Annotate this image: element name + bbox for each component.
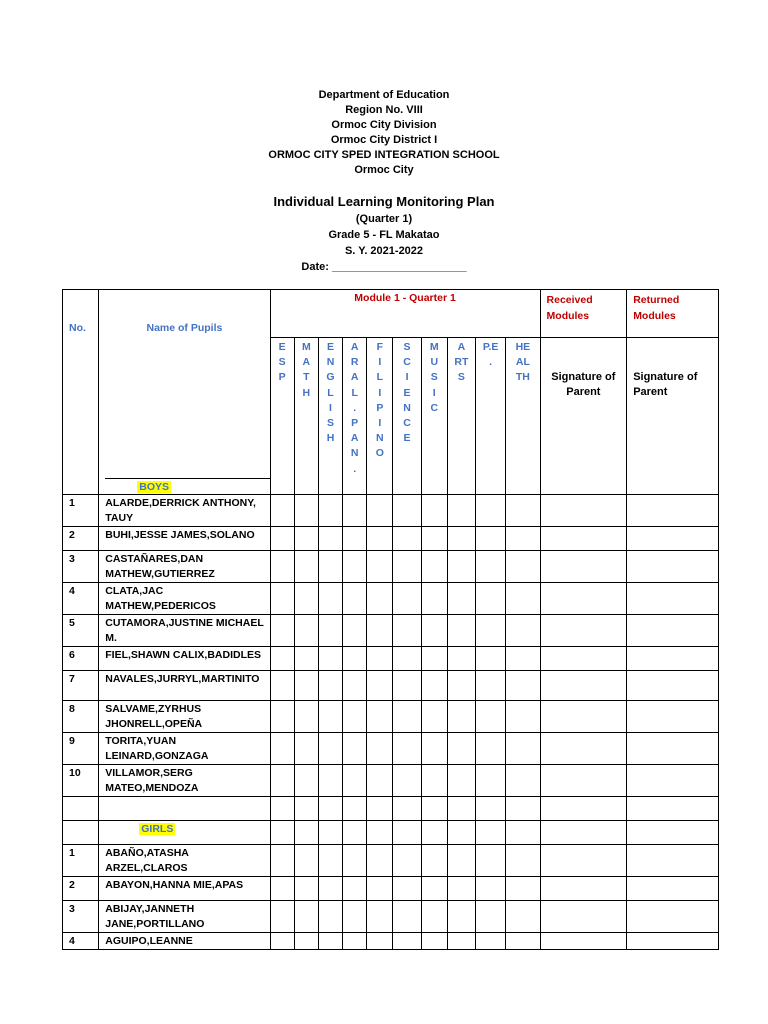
subject-pe [476,338,506,495]
check-cell [343,671,367,701]
check-cell [270,901,294,933]
check-cell [540,583,627,615]
boys-divider [105,478,269,479]
check-cell [318,701,342,733]
check-cell [627,583,719,615]
check-cell [447,765,475,797]
check-cell [270,551,294,583]
check-cell [294,495,318,527]
pupil-number: 1 [63,495,99,527]
check-cell [294,765,318,797]
check-cell [318,845,342,877]
check-cell [421,933,447,950]
check-cell [447,495,475,527]
check-cell [393,901,421,933]
check-cell [447,845,475,877]
subject-english-label: E N G L I S H [326,341,335,445]
check-cell [318,615,342,647]
pupil-number: 4 [63,583,99,615]
check-cell [506,615,540,647]
check-cell [343,701,367,733]
check-cell [540,933,627,950]
check-cell [506,901,540,933]
returned-signature: Signature of Parent [633,371,698,398]
check-cell [318,765,342,797]
check-cell [627,877,719,901]
header-line-region: Region No. VIII [345,104,423,116]
table-row [63,877,719,901]
subject-science [393,338,421,495]
pupil-number: 3 [63,551,99,583]
pupil-number: 9 [63,733,99,765]
table-row [63,583,719,615]
pupil-name: SALVAME,ZYRHUS JHONRELL,OPEÑA [99,701,270,733]
check-cell [393,615,421,647]
received-header-cell [540,290,627,338]
check-cell [343,615,367,647]
check-cell [343,647,367,671]
received-header: Received Modules [546,294,593,322]
check-cell [476,647,506,671]
header-line-city: Ormoc City [354,164,414,176]
check-cell [447,647,475,671]
table-row [63,901,719,933]
check-cell [540,671,627,701]
header-line-department: Department of Education [318,89,450,101]
module-header: Module 1 - Quarter 1 [354,292,456,304]
boys-label-cell [99,338,270,495]
check-cell [343,933,367,950]
check-cell [627,671,719,701]
check-cell [506,583,540,615]
pupil-number: 8 [63,701,99,733]
plan-date: Date: ______________________ [301,261,467,273]
check-cell [294,527,318,551]
check-cell [506,671,540,701]
check-cell [421,845,447,877]
check-cell [540,551,627,583]
no-header-cell [63,290,99,495]
pupil-number: 2 [63,527,99,551]
subject-arts [447,338,475,495]
received-signature: Signature of Parent [551,371,616,398]
check-cell [270,495,294,527]
subject-music [421,338,447,495]
check-cell [318,527,342,551]
check-cell [476,671,506,701]
check-cell [367,733,393,765]
check-cell [476,527,506,551]
pupil-name: NAVALES,JURRYL,MARTINITO [99,671,270,701]
check-cell [270,671,294,701]
check-cell [506,933,540,950]
check-cell [318,495,342,527]
check-cell [627,845,719,877]
check-cell [343,551,367,583]
check-cell [506,495,540,527]
check-cell [270,845,294,877]
blank-row [63,797,719,821]
returned-header: Returned Modules [633,294,680,322]
check-cell [393,551,421,583]
pupil-number: 3 [63,901,99,933]
module-header-cell [270,290,540,338]
check-cell [447,615,475,647]
pupil-name: ABAÑO,ATASHA ARZEL,CLAROS [99,845,270,877]
pupil-name: BUHI,JESSE JAMES,SOLANO [99,527,270,551]
pupil-name: ABAYON,HANNA MIE,APAS [99,877,270,901]
check-cell [627,701,719,733]
plan-grade: Grade 5 - FL Makatao [328,229,440,241]
check-cell [367,527,393,551]
subject-english [318,338,342,495]
check-cell [540,845,627,877]
check-cell [506,845,540,877]
header-line-division: Ormoc City Division [331,119,437,131]
check-cell [627,527,719,551]
girls-label-wrap [99,821,269,835]
check-cell [421,647,447,671]
subject-aral-pan [343,338,367,495]
check-cell [421,495,447,527]
check-cell [294,845,318,877]
check-cell [506,765,540,797]
check-cell [343,765,367,797]
pupil-number: 5 [63,615,99,647]
check-cell [476,901,506,933]
girls-rows [63,845,719,950]
check-cell [506,647,540,671]
monitoring-table [62,289,719,950]
check-cell [294,877,318,901]
check-cell [318,901,342,933]
check-cell [270,877,294,901]
check-cell [447,901,475,933]
check-cell [367,495,393,527]
check-cell [447,701,475,733]
boys-label-wrap [99,480,269,494]
pupil-name: CLATA,JAC MATHEW,PEDERICOS [99,583,270,615]
check-cell [393,765,421,797]
check-cell [476,701,506,733]
subject-arts-label: A RT S [454,341,469,384]
check-cell [318,551,342,583]
subject-filipino [367,338,393,495]
check-cell [506,733,540,765]
check-cell [421,877,447,901]
check-cell [540,701,627,733]
pupil-name: CUTAMORA,JUSTINE MICHAEL M. [99,615,270,647]
check-cell [393,671,421,701]
check-cell [540,765,627,797]
check-cell [627,933,719,950]
check-cell [476,845,506,877]
table-row [63,671,719,701]
check-cell [367,701,393,733]
subject-health-label: HE AL TH [515,341,531,384]
subject-filipino-label: F I L I P I N O [375,341,384,460]
document-header [0,88,768,178]
plan-school-year: S. Y. 2021-2022 [344,245,424,257]
check-cell [476,933,506,950]
check-cell [540,901,627,933]
check-cell [393,647,421,671]
check-cell [627,647,719,671]
check-cell [506,527,540,551]
header-line-district: Ormoc City District I [330,134,438,146]
check-cell [318,933,342,950]
check-cell [343,877,367,901]
table-row [63,647,719,671]
check-cell [318,733,342,765]
name-header-cell [99,290,270,338]
check-cell [421,733,447,765]
check-cell [270,733,294,765]
check-cell [476,733,506,765]
check-cell [421,615,447,647]
check-cell [627,551,719,583]
check-cell [367,671,393,701]
check-cell [270,765,294,797]
table-header-row [63,290,719,338]
check-cell [294,551,318,583]
subject-header-row [63,338,719,495]
subject-aral-pan-label: A R A L . P A N . [350,341,359,475]
check-cell [343,583,367,615]
subject-pe-label: P.E . [482,341,499,369]
returned-header-cell [627,290,719,338]
check-cell [367,647,393,671]
check-cell [447,583,475,615]
table-row [63,733,719,765]
subject-esp-label: E S P [278,341,286,384]
check-cell [367,901,393,933]
girls-label-cell [99,821,270,845]
check-cell [270,527,294,551]
check-cell [506,877,540,901]
check-cell [447,671,475,701]
check-cell [540,495,627,527]
table-row [63,495,719,527]
check-cell [540,877,627,901]
check-cell [540,527,627,551]
pupil-name: FIEL,SHAWN CALIX,BADIDLES [99,647,270,671]
check-cell [367,845,393,877]
pupil-number: 7 [63,671,99,701]
check-cell [506,551,540,583]
pupil-name: ABIJAY,JANNETH JANE,PORTILLANO [99,901,270,933]
check-cell [540,733,627,765]
boys-label: BOYS [139,481,170,493]
check-cell [343,901,367,933]
check-cell [421,583,447,615]
plan-title: Individual Learning Monitoring Plan [273,194,495,209]
pupil-name: TORITA,YUAN LEINARD,GONZAGA [99,733,270,765]
pupil-name: CASTAÑARES,DAN MATHEW,GUTIERREZ [99,551,270,583]
subject-science-label: S C I E N C E [403,341,411,445]
check-cell [318,583,342,615]
check-cell [294,933,318,950]
subject-math [294,338,318,495]
check-cell [318,647,342,671]
check-cell [476,877,506,901]
check-cell [343,845,367,877]
check-cell [393,845,421,877]
check-cell [393,701,421,733]
table-row [63,527,719,551]
girls-label: GIRLS [141,823,174,835]
check-cell [627,733,719,765]
check-cell [318,671,342,701]
check-cell [318,877,342,901]
pupil-name: VILLAMOR,SERG MATEO,MENDOZA [99,765,270,797]
girls-label-row [63,821,719,845]
check-cell [421,527,447,551]
check-cell [421,701,447,733]
check-cell [367,877,393,901]
check-cell [421,551,447,583]
check-cell [294,615,318,647]
check-cell [421,901,447,933]
check-cell [270,647,294,671]
received-signature-cell [540,338,627,495]
subject-esp [270,338,294,495]
check-cell [393,733,421,765]
check-cell [476,615,506,647]
pupil-number: 1 [63,845,99,877]
check-cell [294,583,318,615]
check-cell [393,495,421,527]
subject-health [506,338,540,495]
check-cell [270,701,294,733]
check-cell [627,495,719,527]
check-cell [627,765,719,797]
check-cell [476,583,506,615]
check-cell [367,765,393,797]
check-cell [393,583,421,615]
check-cell [447,933,475,950]
table-row [63,933,719,950]
check-cell [393,877,421,901]
table-row [63,845,719,877]
check-cell [540,647,627,671]
check-cell [270,583,294,615]
check-cell [393,527,421,551]
check-cell [540,615,627,647]
check-cell [270,933,294,950]
pupil-name: AGUIPO,LEANNE [99,933,270,950]
check-cell [447,527,475,551]
check-cell [506,701,540,733]
check-cell [476,765,506,797]
check-cell [294,901,318,933]
pupil-number: 4 [63,933,99,950]
pupil-number: 2 [63,877,99,901]
check-cell [343,495,367,527]
check-cell [367,583,393,615]
plan-header [0,193,768,275]
check-cell [627,615,719,647]
table-row [63,765,719,797]
check-cell [343,527,367,551]
check-cell [343,733,367,765]
check-cell [294,733,318,765]
subject-music-label: M U S I C [429,341,439,414]
check-cell [476,495,506,527]
check-cell [476,551,506,583]
check-cell [270,615,294,647]
check-cell [367,551,393,583]
check-cell [393,933,421,950]
table-row [63,701,719,733]
check-cell [421,671,447,701]
pupil-name: ALARDE,DERRICK ANTHONY, TAUY [99,495,270,527]
check-cell [294,671,318,701]
boys-rows [63,495,719,797]
check-cell [447,877,475,901]
check-cell [294,647,318,671]
pupil-number: 10 [63,765,99,797]
check-cell [627,901,719,933]
table-row [63,551,719,583]
check-cell [447,551,475,583]
header-line-school: ORMOC CITY SPED INTEGRATION SCHOOL [268,149,500,161]
pupil-number: 6 [63,647,99,671]
returned-signature-cell [627,338,719,495]
check-cell [447,733,475,765]
plan-quarter: (Quarter 1) [355,213,413,225]
check-cell [367,933,393,950]
no-header: No. [69,322,86,334]
subject-math-label: M A T H [301,341,311,399]
table-row [63,615,719,647]
check-cell [367,615,393,647]
name-header: Name of Pupils [146,322,223,334]
check-cell [294,701,318,733]
check-cell [421,765,447,797]
